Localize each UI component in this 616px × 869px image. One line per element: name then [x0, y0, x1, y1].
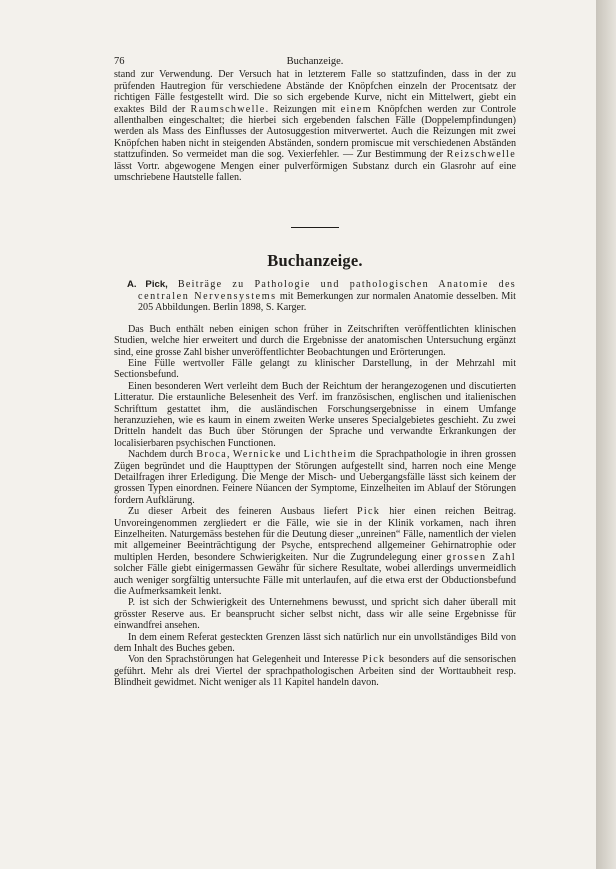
- review-paragraph: [114, 506, 516, 597]
- person-name: Broca: [196, 449, 227, 461]
- spaced-term: Raumschwelle: [190, 103, 266, 115]
- review-paragraph: [114, 654, 516, 688]
- person-name: Pick: [357, 506, 381, 518]
- text-run: stand zur Verwendung. Der Versuch hat in letzterem Falle so stattzufinden, dass in der zu prüfenden Hautregion für verschiedene Abstände der Knöpfchen einzeln der Procentsatz der richtigen Fälle festgestellt wird. Die so sich ergebende Kurve, nicht ein Mittelwert, giebt ein exaktes Bild der: [114, 69, 516, 115]
- person-name: Wernicke: [232, 449, 282, 461]
- review-paragraph: In dem einem Referat gesteckten Grenzen lässt sich natürlich nur ein unvollständiges Bild von dem Inhalt des Buches geben.: [114, 631, 516, 655]
- review-paragraph: [114, 449, 516, 506]
- section-title: Buchanzeige.: [267, 251, 363, 271]
- text-run: besonders auf die sensorischen geführt. Mehr als drei Viertel der sprachpathologischen Arbeiten sind der Worttaubheit resp. Blindheit gewidmet. Nicht weniger als 11 Kapitel handeln davon.: [114, 654, 517, 689]
- running-header: [114, 56, 516, 67]
- text-run: Knöpfchen werden zur Controle allenthalben eingeschaltet; die hierbei sich ergebenden falschen Fälle (Doppelempfindungen) werden als Mass des Einflusses der Autosuggestion mitverwertet. Auch die Reizungen mit zwei Knöpfchen haben nicht in steigenden Abständen, sondern promiscue mit verschiedenen Abständen stattzufinden. So vermeidet man die sog. Vexierfehler. — Zur Bestimmung der: [114, 103, 516, 161]
- text-run: . Reizungen mit: [265, 103, 341, 115]
- text-run: und: [281, 449, 304, 461]
- text-run: hier einen reichen Beitrag. Unvoreingenommen zergliedert er die Fälle, wie sie in der Klinik vorkamen, nach ihren Einzelheiten. Naturgemäss bestehen für die Deutung dieser „unreinen“ Fälle, namentlich der vielen mit allgemeiner Beeinträchtigung der Psyche, entsprechend allgemeiner Gehirnatrophie oder multiplen Herden, besondere Schwierigkeiten. Nur die Zugrundelegung einer: [114, 506, 517, 563]
- review-paragraph: P. ist sich der Schwierigkeit des Unternehmens bewusst, und spricht sich daher überall mit grösster Reserve aus. Er beansprucht sicher selbst nicht, dass wir alle seine Ergebnisse für einwandfrei ansehen.: [114, 597, 516, 632]
- text-run: die Sprachpathologie in ihren grossen Zügen begründet und die Haupttypen der Störungen aufgestellt sind, harren noch eine Menge Detailfragen ihrer Erledigung. Die Menge der Misch- und Uebergangsfälle lässt sich keinem der grossen Typen einordnen. Feinere Nüancen der Symptome, Einzelheiten im Ablauf der Störungen fordern Aufklärung.: [114, 449, 516, 506]
- reference-title: Beiträge zu Pathologie und pathologischen Anatomie des: [167, 279, 516, 291]
- text-column: [114, 56, 516, 689]
- review-paragraph: Einen besonderen Wert verleiht dem Buch der Reichtum der herangezogenen und discutierten Litteratur. Die erstaunliche Belesenheit des Verf. im französischen, englischen und italienischen Schrifttum gestattet ihm, die ausländischen Forschungsergebnisse in einem Umfange heranzuziehen, wie es kaum in einem zweiten Werke unseres Specialgebietes geschieht. Zu zwei Dritteln handelt das Buch über Störungen der Sprache und verwandte Erkrankungen der localisierbaren psychischen Functionen.: [114, 380, 516, 449]
- section-divider: [291, 227, 339, 228]
- text-run: ,: [227, 449, 233, 461]
- spaced-term: Reizschwelle: [446, 149, 516, 161]
- person-name: Pick: [362, 654, 386, 666]
- text-run: Nachdem durch: [128, 449, 197, 461]
- continued-paragraph: [114, 69, 516, 183]
- page-number: 76: [114, 56, 125, 67]
- text-run: solcher Fälle giebt einigermassen Gewähr für sichere Resultate, wobei allerdings unvermeidlich auch weniger sorgfältig untersuchte Fälle mit unterlaufen, auf die etwa erst der Obductionsbefund die Aufmerksamkeit lenkt.: [114, 563, 516, 598]
- book-reference: [114, 279, 516, 313]
- person-name: Lichtheim: [303, 449, 357, 461]
- review-paragraph: Das Buch enthält neben einigen schon früher in Zeitschriften veröffentlichten klinischen Studien, welche hier erweitert und durch die Ergebnisse der anatomischen Untersuchung ergänzt sind, eine grosse Zahl bisher unveröffentlichter Beobachtungen und Erörterungen.: [114, 323, 516, 358]
- reference-spaced-title: centralen Nervensystems: [138, 290, 277, 302]
- text-run: Von den Sprachstörungen hat Gelegenheit und Interesse: [128, 654, 363, 666]
- text-run: lässt Vortr. abgewogene Mengen einer pulverförmigen Substanz durch ein Glasrohr auf eine umschriebene Hautstelle fallen.: [114, 160, 516, 184]
- reference-details: mit Bemerkungen zur normalen Anatomie desselben. Mit 205 Abbildungen. Berlin 1898, S. Karger.: [138, 290, 516, 314]
- text-run: Zu dieser Arbeit des feineren Ausbaus liefert: [128, 506, 357, 518]
- reference-author: A. Pick,: [127, 279, 168, 291]
- spaced-term: einem: [340, 103, 372, 115]
- spaced-term: grossen Zahl: [446, 551, 516, 563]
- page-edge-shadow: [596, 0, 616, 869]
- review-paragraph: Eine Fülle wertvoller Fälle gelangt zu klinischer Darstellung, in der Mehrzahl mit Sectionsbefund.: [114, 357, 516, 381]
- running-title: Buchanzeige.: [286, 56, 344, 67]
